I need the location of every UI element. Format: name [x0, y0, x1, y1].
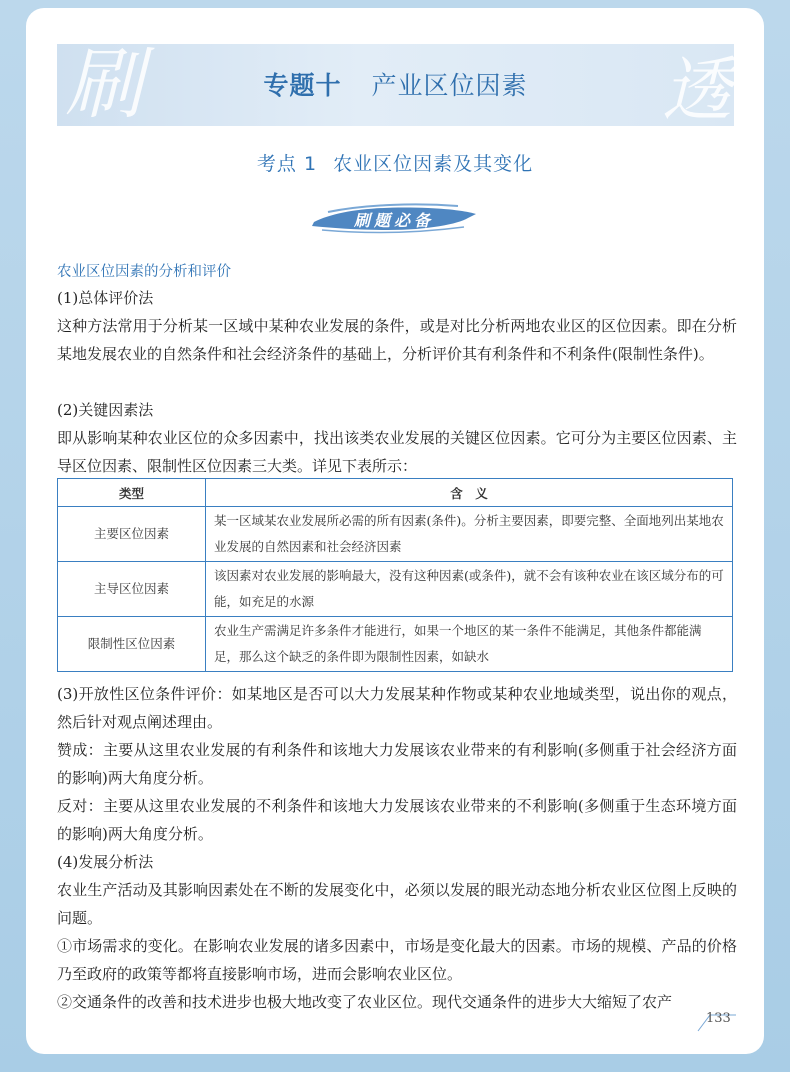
- page: [26, 8, 764, 1054]
- topic-title: [57, 66, 734, 102]
- section-heading: 农业区位因素的分析和评价: [57, 264, 231, 280]
- topic-banner: [57, 40, 734, 131]
- topic-name: 产业区位因素: [371, 71, 528, 100]
- para4-item2: ②交通条件的改善和技术进步也极大地改变了农业区位。现代交通条件的进步大大缩短了农产: [57, 993, 673, 1011]
- para3-oppose: 反对：主要从这里农业发展的不利条件和该地大力发展该农业带来的不利影响(多侧重于生态环境方面的影响)两大角度分析。: [57, 797, 737, 843]
- table-header-type: 类型: [58, 479, 206, 507]
- para2-body: 即从影响某种农业区位的众多因素中，找出该类农业发展的关键区位因素。它可分为主要区位因素、主导区位因素、限制性区位因素三大类。详见下表所示：: [57, 429, 737, 475]
- para3-agree: 赞成：主要从这里农业发展的有利条件和该地大力发展该农业带来的有利影响(多侧重于社会经济方面的影响)两大角度分析。: [57, 741, 737, 787]
- para4-body: 农业生产活动及其影响因素处在不断的发展变化中，必须以发展的眼光动态地分析农业区位图上反映的问题。: [57, 881, 737, 927]
- topic-number: 专题十: [263, 71, 342, 100]
- table-cell-type: 限制性区位因素: [58, 617, 206, 672]
- point-label: 考点 1: [256, 153, 318, 175]
- table-cell-type: 主要区位因素: [58, 507, 206, 562]
- section-badge: [308, 200, 480, 236]
- point-title: [26, 149, 764, 176]
- point-name: 农业区位因素及其变化: [333, 153, 534, 175]
- table-header-meaning: 含 义: [206, 479, 733, 507]
- factor-table: [57, 478, 733, 672]
- page-number: 133: [706, 1011, 731, 1026]
- para4-item1: ①市场需求的变化。在影响农业发展的诸多因素中，市场是变化最大的因素。市场的规模、产品的价格乃至政府的政策等都将直接影响市场，进而会影响农业区位。: [57, 937, 737, 983]
- para1-body: 这种方法常用于分析某一区域中某种农业发展的条件，或是对比分析两地农业区的区位因素。即在分析某地发展农业的自然条件和社会经济条件的基础上，分析评价其有利条件和不利条件(限制性条件)。: [57, 317, 737, 363]
- table-row: [58, 617, 733, 672]
- para4-title: (4)发展分析法: [57, 853, 154, 871]
- para3-body: (3)开放性区位条件评价：如某地区是否可以大力发展某种作物或某种农业地域类型，说出你的观点，然后针对观点阐述理由。: [57, 685, 737, 731]
- decorative-calligraphy-right: 透: [662, 49, 732, 131]
- table-cell-meaning: 该因素对农业发展的影响最大，没有这种因素(或条件)，就不会有该种农业在该区域分布的可能，如充足的水源: [206, 562, 733, 617]
- para1-title: (1)总体评价法: [57, 289, 154, 307]
- decorative-calligraphy-left: 刷: [65, 40, 144, 130]
- table-header-row: [58, 479, 733, 507]
- table-row: [58, 507, 733, 562]
- table-cell-meaning: 农业生产需满足许多条件才能进行，如果一个地区的某一条件不能满足，其他条件都能满足，那么这个缺乏的条件即为限制性因素，如缺水: [206, 617, 733, 672]
- badge-label: 刷题必备: [353, 211, 434, 230]
- para2-title: (2)关键因素法: [57, 401, 154, 419]
- table-row: [58, 562, 733, 617]
- table-cell-type: 主导区位因素: [58, 562, 206, 617]
- table-cell-meaning: 某一区域某农业发展所必需的所有因素(条件)。分析主要因素，即要完整、全面地列出某地农业发展的自然因素和社会经济因素: [206, 507, 733, 562]
